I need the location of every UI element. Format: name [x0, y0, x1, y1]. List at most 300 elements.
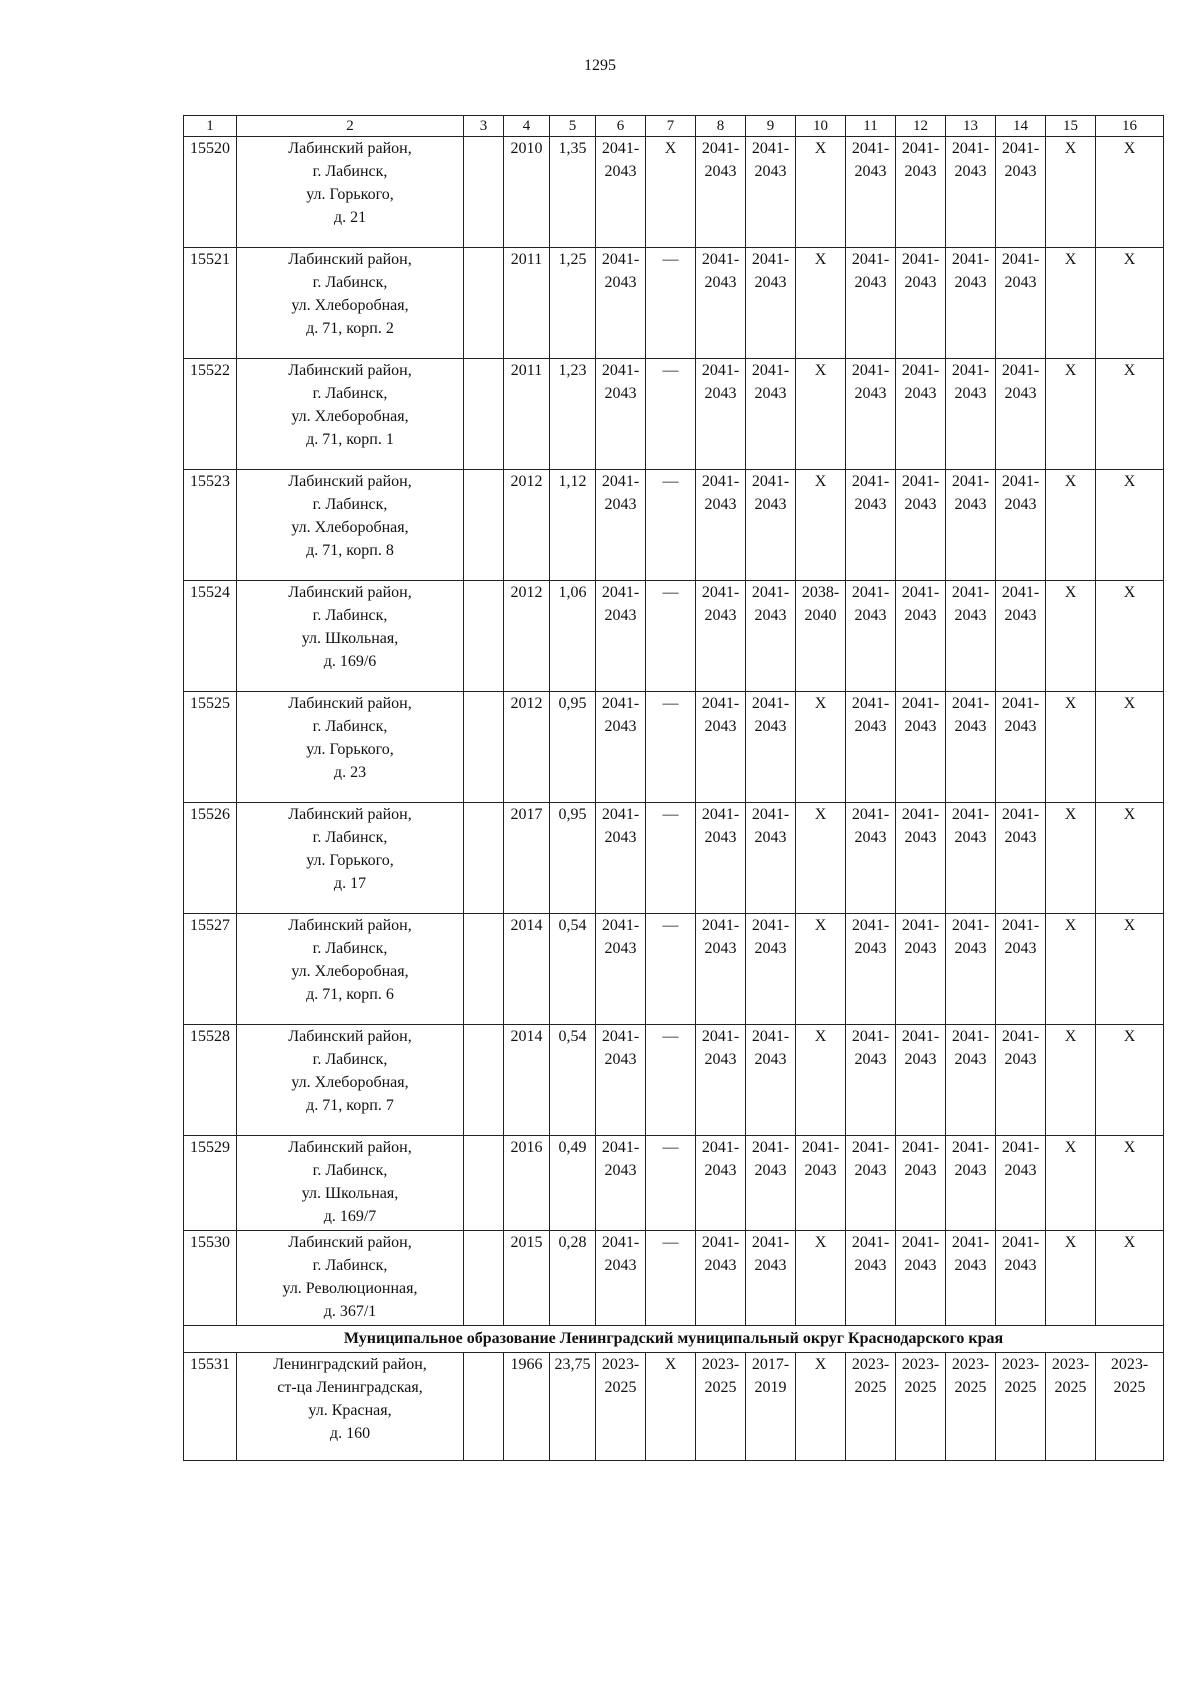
period-line: 2041- — [851, 473, 890, 490]
period-line: 2041- — [751, 1028, 790, 1045]
period-cell — [596, 803, 646, 914]
value-cell: Х — [1046, 248, 1096, 359]
value-cell: 1,25 — [550, 248, 596, 359]
period-line: 2041- — [601, 140, 640, 157]
period-line: 2043 — [754, 829, 787, 846]
address-line: д. 71, корп. 1 — [306, 431, 394, 448]
period-line: 2025 — [604, 1379, 637, 1396]
period-line: 2041- — [1001, 584, 1040, 601]
value-cell: Х — [796, 803, 846, 914]
section-row — [184, 1326, 1164, 1353]
period-line: 2043 — [854, 1257, 887, 1274]
value-cell — [464, 1136, 504, 1231]
period-cell — [846, 1231, 896, 1326]
value-cell: 0,54 — [550, 1025, 596, 1136]
period-line: 2043 — [704, 718, 737, 735]
address-line: г. Лабинск, — [312, 1257, 388, 1274]
value-cell: Х — [1096, 470, 1164, 581]
period-line: 2041- — [851, 806, 890, 823]
value-cell: — — [646, 248, 696, 359]
period-line: 2041- — [601, 806, 640, 823]
period-cell — [596, 692, 646, 803]
period-line: 2041- — [901, 473, 940, 490]
period-line: 2043 — [954, 163, 987, 180]
value-cell: Х — [1046, 359, 1096, 470]
header-cell: 6 — [596, 116, 646, 137]
address-cell — [237, 137, 464, 248]
period-cell — [896, 248, 946, 359]
value-cell — [464, 1025, 504, 1136]
period-line: 2041- — [951, 917, 990, 934]
period-line: 2041- — [601, 1139, 640, 1156]
address-line: Лабинский район, — [288, 140, 412, 157]
period-cell — [996, 359, 1046, 470]
period-cell — [896, 914, 946, 1025]
address-line: ул. Горького, — [306, 852, 394, 869]
period-cell — [946, 1025, 996, 1136]
value-cell: 1,12 — [550, 470, 596, 581]
value-cell: — — [646, 1025, 696, 1136]
period-cell — [996, 137, 1046, 248]
value-cell: Х — [796, 1025, 846, 1136]
header-cell: 12 — [896, 116, 946, 137]
period-cell — [846, 470, 896, 581]
value-cell: Х — [1046, 1025, 1096, 1136]
header-cell: 13 — [946, 116, 996, 137]
address-line: ул. Хлеборобная, — [291, 297, 409, 314]
period-cell — [896, 1136, 946, 1231]
value-cell: 1966 — [504, 1353, 550, 1461]
period-line: 2043 — [904, 385, 937, 402]
period-line: 2043 — [1004, 829, 1037, 846]
period-cell — [796, 581, 846, 692]
period-line: 2043 — [754, 607, 787, 624]
period-line: 2043 — [704, 1257, 737, 1274]
period-line: 2041- — [751, 251, 790, 268]
period-line: 2041- — [751, 1234, 790, 1251]
period-cell — [696, 1136, 746, 1231]
period-cell — [946, 692, 996, 803]
period-line: 2043 — [604, 718, 637, 735]
period-line: 2043 — [904, 1051, 937, 1068]
table-row — [184, 1025, 1164, 1136]
value-cell — [464, 470, 504, 581]
value-cell: 0,95 — [550, 692, 596, 803]
row-number-cell: 15520 — [184, 137, 237, 248]
period-line: 2041- — [901, 806, 940, 823]
table-row — [184, 581, 1164, 692]
period-line: 2041- — [901, 140, 940, 157]
period-line: 2041- — [701, 806, 740, 823]
address-line: Лабинский район, — [288, 1028, 412, 1045]
period-line: 2041- — [901, 251, 940, 268]
period-cell — [946, 803, 996, 914]
value-cell — [464, 1353, 504, 1461]
period-line: 2043 — [604, 385, 637, 402]
period-line: 2041- — [851, 1139, 890, 1156]
period-line: 2043 — [754, 274, 787, 291]
value-cell: Х — [1046, 137, 1096, 248]
period-line: 2017- — [751, 1356, 790, 1373]
period-line: 2041- — [951, 473, 990, 490]
period-cell — [946, 914, 996, 1025]
table-row — [184, 914, 1164, 1025]
period-line: 2043 — [704, 274, 737, 291]
address-line: Лабинский район, — [288, 695, 412, 712]
value-cell: Х — [796, 470, 846, 581]
period-line: 2041- — [951, 1139, 990, 1156]
value-cell: Х — [1046, 803, 1096, 914]
value-cell: 2014 — [504, 1025, 550, 1136]
address-line: ст-ца Ленинградская, — [277, 1379, 423, 1396]
header-cell: 5 — [550, 116, 596, 137]
value-cell: — — [646, 359, 696, 470]
address-line: д. 160 — [329, 1425, 371, 1442]
value-cell: 2011 — [504, 359, 550, 470]
period-cell — [596, 1136, 646, 1231]
period-line: 2019 — [754, 1379, 787, 1396]
value-cell — [464, 248, 504, 359]
period-cell — [1096, 1353, 1164, 1461]
period-line: 2041- — [951, 806, 990, 823]
value-cell: — — [646, 1231, 696, 1326]
value-cell: 2015 — [504, 1231, 550, 1326]
row-number-cell: 15522 — [184, 359, 237, 470]
value-cell: — — [646, 692, 696, 803]
value-cell: Х — [1046, 1136, 1096, 1231]
period-cell — [996, 248, 1046, 359]
period-cell — [746, 914, 796, 1025]
period-line: 2043 — [704, 163, 737, 180]
address-line: Лабинский район, — [288, 584, 412, 601]
value-cell: Х — [796, 248, 846, 359]
header-cell: 10 — [796, 116, 846, 137]
period-cell — [696, 803, 746, 914]
period-cell — [746, 692, 796, 803]
value-cell: Х — [646, 1353, 696, 1461]
period-line: 2043 — [854, 274, 887, 291]
value-cell: 0,54 — [550, 914, 596, 1025]
period-line: 2043 — [754, 496, 787, 513]
value-cell — [464, 581, 504, 692]
period-cell — [696, 359, 746, 470]
table-row — [184, 1136, 1164, 1231]
value-cell: Х — [1096, 803, 1164, 914]
period-cell — [996, 1136, 1046, 1231]
period-cell — [996, 914, 1046, 1025]
value-cell: — — [646, 803, 696, 914]
address-line: д. 23 — [333, 764, 367, 781]
address-line: Лабинский район, — [288, 362, 412, 379]
period-cell — [696, 914, 746, 1025]
period-line: 2041- — [601, 584, 640, 601]
address-line: Лабинский район, — [288, 1234, 412, 1251]
period-line: 2041- — [951, 251, 990, 268]
period-cell — [1046, 1353, 1096, 1461]
register-table — [183, 115, 1164, 1461]
period-cell — [696, 692, 746, 803]
address-line: г. Лабинск, — [312, 940, 388, 957]
value-cell: 0,95 — [550, 803, 596, 914]
period-line: 2041- — [901, 584, 940, 601]
header-cell: 16 — [1096, 116, 1164, 137]
address-line: Лабинский район, — [288, 473, 412, 490]
period-line: 2043 — [604, 496, 637, 513]
address-line: ул. Горького, — [306, 741, 394, 758]
period-line: 2025 — [1113, 1379, 1146, 1396]
table-row — [184, 137, 1164, 248]
period-cell — [746, 359, 796, 470]
period-line: 2043 — [754, 1257, 787, 1274]
period-line: 2043 — [854, 718, 887, 735]
period-line: 2043 — [704, 829, 737, 846]
period-line: 2041- — [601, 473, 640, 490]
table-row — [184, 470, 1164, 581]
period-line: 2043 — [954, 1051, 987, 1068]
period-cell — [696, 137, 746, 248]
period-line: 2043 — [754, 385, 787, 402]
period-line: 2043 — [954, 718, 987, 735]
period-line: 2043 — [704, 496, 737, 513]
period-line: 2041- — [751, 362, 790, 379]
period-line: 2041- — [751, 584, 790, 601]
row-number-cell: 15530 — [184, 1231, 237, 1326]
period-line: 2041- — [601, 1028, 640, 1045]
period-line: 2041- — [1001, 1139, 1040, 1156]
period-cell — [596, 470, 646, 581]
period-line: 2023- — [601, 1356, 640, 1373]
address-line: д. 71, корп. 8 — [306, 542, 394, 559]
value-cell: 2017 — [504, 803, 550, 914]
period-line: 2043 — [854, 1162, 887, 1179]
period-cell — [946, 248, 996, 359]
address-line: ул. Школьная, — [301, 1185, 399, 1202]
period-line: 2041- — [901, 1139, 940, 1156]
period-cell — [946, 137, 996, 248]
period-line: 2043 — [1004, 163, 1037, 180]
table-body — [184, 116, 1164, 1461]
value-cell: 2016 — [504, 1136, 550, 1231]
period-cell — [896, 137, 946, 248]
period-line: 2041- — [951, 1028, 990, 1045]
period-line: 2041- — [701, 695, 740, 712]
period-line: 2041- — [951, 695, 990, 712]
period-line: 2043 — [604, 940, 637, 957]
period-line: 2025 — [1054, 1379, 1087, 1396]
period-line: 2043 — [854, 163, 887, 180]
period-line: 2043 — [954, 385, 987, 402]
period-cell — [896, 1231, 946, 1326]
period-line: 2041- — [901, 695, 940, 712]
value-cell: Х — [646, 137, 696, 248]
period-line: 2043 — [754, 940, 787, 957]
address-cell — [237, 1025, 464, 1136]
period-line: 2043 — [604, 607, 637, 624]
row-number-cell: 15524 — [184, 581, 237, 692]
address-line: ул. Хлеборобная, — [291, 963, 409, 980]
address-cell — [237, 1231, 464, 1326]
address-line: д. 169/6 — [323, 653, 377, 670]
address-cell — [237, 803, 464, 914]
table-row — [184, 803, 1164, 914]
period-line: 2025 — [854, 1379, 887, 1396]
period-line: 2043 — [604, 1257, 637, 1274]
period-line: 2041- — [851, 917, 890, 934]
period-line: 2023- — [851, 1356, 890, 1373]
period-line: 2043 — [904, 718, 937, 735]
value-cell: Х — [1096, 1025, 1164, 1136]
period-line: 2041- — [701, 140, 740, 157]
address-line: г. Лабинск, — [312, 496, 388, 513]
value-cell: 2014 — [504, 914, 550, 1025]
period-cell — [946, 470, 996, 581]
period-line: 2043 — [754, 163, 787, 180]
period-line: 2041- — [901, 917, 940, 934]
address-line: Лабинский район, — [288, 251, 412, 268]
value-cell — [464, 914, 504, 1025]
table-row — [184, 1231, 1164, 1326]
period-cell — [696, 470, 746, 581]
value-cell — [464, 692, 504, 803]
period-cell — [846, 248, 896, 359]
period-line: 2041- — [851, 695, 890, 712]
period-cell — [846, 914, 896, 1025]
value-cell: Х — [796, 914, 846, 1025]
period-line: 2041- — [701, 473, 740, 490]
address-line: д. 71, корп. 2 — [306, 320, 394, 337]
period-line: 2041- — [851, 1028, 890, 1045]
header-cell: 11 — [846, 116, 896, 137]
period-line: 2043 — [604, 163, 637, 180]
period-line: 2041- — [951, 1234, 990, 1251]
period-cell — [946, 1231, 996, 1326]
row-number-cell: 15523 — [184, 470, 237, 581]
period-cell — [996, 470, 1046, 581]
header-cell: 14 — [996, 116, 1046, 137]
period-line: 2041- — [901, 362, 940, 379]
period-line: 2043 — [754, 1051, 787, 1068]
period-line: 2043 — [854, 496, 887, 513]
value-cell: Х — [1046, 470, 1096, 581]
period-line: 2041- — [701, 1028, 740, 1045]
period-line: 2025 — [1004, 1379, 1037, 1396]
value-cell: 2012 — [504, 581, 550, 692]
value-cell: — — [646, 914, 696, 1025]
value-cell: 2010 — [504, 137, 550, 248]
value-cell: Х — [1096, 137, 1164, 248]
period-line: 2023- — [1001, 1356, 1040, 1373]
period-line: 2041- — [851, 584, 890, 601]
period-line: 2023- — [901, 1356, 940, 1373]
period-line: 2043 — [604, 829, 637, 846]
period-line: 2025 — [904, 1379, 937, 1396]
period-line: 2041- — [601, 1234, 640, 1251]
value-cell: 2012 — [504, 692, 550, 803]
value-cell — [464, 359, 504, 470]
value-cell: Х — [1046, 581, 1096, 692]
row-number-cell: 15521 — [184, 248, 237, 359]
address-cell — [237, 359, 464, 470]
address-line: д. 71, корп. 6 — [306, 986, 394, 1003]
period-line: 2041- — [1001, 695, 1040, 712]
address-line: ул. Красная, — [308, 1402, 392, 1419]
period-cell — [996, 692, 1046, 803]
address-cell — [237, 470, 464, 581]
value-cell — [464, 1231, 504, 1326]
value-cell: Х — [796, 1231, 846, 1326]
period-line: 2041- — [951, 584, 990, 601]
period-cell — [846, 803, 896, 914]
period-cell — [796, 1136, 846, 1231]
period-cell — [746, 470, 796, 581]
period-cell — [746, 803, 796, 914]
period-line: 2043 — [854, 385, 887, 402]
period-cell — [846, 1353, 896, 1461]
address-line: д. 367/1 — [323, 1303, 377, 1320]
value-cell: Х — [1096, 359, 1164, 470]
period-cell — [896, 692, 946, 803]
value-cell: Х — [796, 1353, 846, 1461]
value-cell: — — [646, 581, 696, 692]
period-line: 2043 — [1004, 718, 1037, 735]
period-line: 2043 — [804, 1162, 837, 1179]
period-cell — [846, 1136, 896, 1231]
period-line: 2043 — [704, 1051, 737, 1068]
period-cell — [846, 137, 896, 248]
address-line: Лабинский район, — [288, 806, 412, 823]
value-cell: Х — [796, 359, 846, 470]
period-cell — [996, 1025, 1046, 1136]
address-line: д. 21 — [333, 209, 367, 226]
period-cell — [596, 1231, 646, 1326]
period-line: 2043 — [954, 274, 987, 291]
address-line: д. 169/7 — [323, 1208, 377, 1225]
period-line: 2041- — [751, 140, 790, 157]
address-cell — [237, 248, 464, 359]
period-line: 2041- — [751, 917, 790, 934]
period-line: 2041- — [1001, 1234, 1040, 1251]
value-cell: Х — [1096, 914, 1164, 1025]
period-line: 2023- — [701, 1356, 740, 1373]
value-cell: 2012 — [504, 470, 550, 581]
period-line: 2043 — [904, 274, 937, 291]
row-number-cell: 15531 — [184, 1353, 237, 1461]
header-row — [184, 116, 1164, 137]
period-line: 2043 — [1004, 274, 1037, 291]
address-line: г. Лабинск, — [312, 1162, 388, 1179]
period-line: 2043 — [854, 940, 887, 957]
period-line: 2041- — [851, 362, 890, 379]
period-line: 2041- — [1001, 917, 1040, 934]
period-line: 2041- — [751, 806, 790, 823]
value-cell: 0,49 — [550, 1136, 596, 1231]
period-cell — [696, 1231, 746, 1326]
row-number-cell: 15529 — [184, 1136, 237, 1231]
value-cell: 1,35 — [550, 137, 596, 248]
period-cell — [596, 137, 646, 248]
period-cell — [746, 1231, 796, 1326]
value-cell: Х — [1046, 692, 1096, 803]
header-cell: 15 — [1046, 116, 1096, 137]
value-cell: Х — [796, 692, 846, 803]
period-cell — [846, 359, 896, 470]
period-line: 2043 — [704, 940, 737, 957]
period-cell — [746, 581, 796, 692]
period-line: 2043 — [854, 607, 887, 624]
period-line: 2043 — [854, 1051, 887, 1068]
address-cell — [237, 692, 464, 803]
period-cell — [596, 1025, 646, 1136]
